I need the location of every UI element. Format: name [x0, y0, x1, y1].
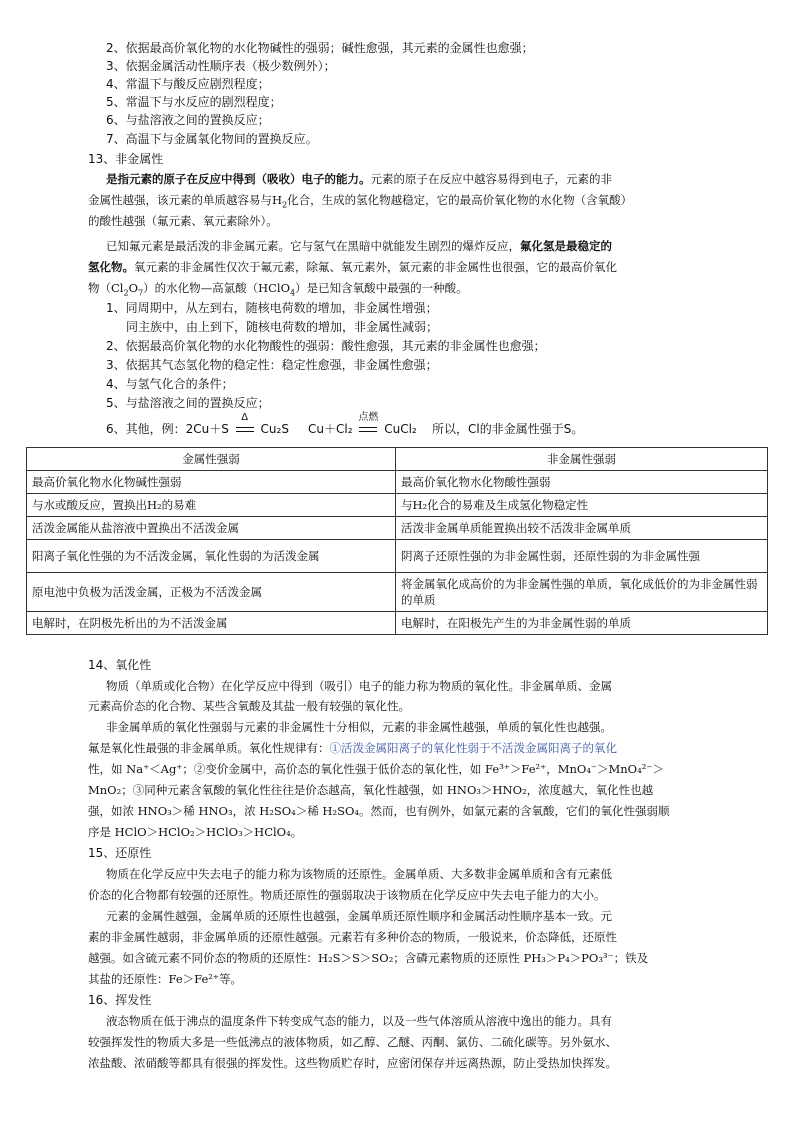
section-14-heading: 14、氧化性: [88, 658, 152, 672]
s15-line4: 素的非金属性越弱，非金属单质的还原性越强。元素若有多种价态的物质，一般说来，价态降低，还原性: [88, 930, 617, 944]
section-13-heading: 13、非金属性: [88, 152, 164, 166]
table-cell: 将金属氧化成高价的为非金属性强的单质，氧化成低价的为非金属性弱的单质: [396, 573, 768, 612]
comparison-table: [26, 447, 768, 635]
table-row: [27, 471, 768, 494]
nonmetal-rule-6: 6、其他，例：2Cu＋S Δ Cu₂S Cu＋Cl₂ 点燃 CuCl₂ 所以，Cl的非金属性强于S。: [106, 412, 584, 436]
s14-line8: 序是 HClO＞HClO₂＞HClO₃＞HClO₄。: [88, 825, 303, 839]
table-cell: 活泼金属能从盐溶液中置换出不活泼金属: [27, 517, 396, 540]
nonmetal-rule-2: 2、依据最高价氧化物的水化物酸性的强弱：酸性愈强，其元素的非金属性也愈强；: [106, 339, 546, 353]
table-header: 金属性强弱: [27, 448, 396, 471]
s16-line3: 浓盐酸、浓硝酸等都具有很强的挥发性。这些物质贮存时，应密闭保存并远离热源，防止受热加快挥发。: [88, 1056, 617, 1070]
table-cell: 活泼非金属单质能置换出较不活泼非金属单质: [396, 517, 768, 540]
table-cell: 电解时，在阴极先析出的为不活泼金属: [27, 612, 396, 635]
s15-line5: 越强。如含硫元素不同价态的物质的还原性：H₂S＞S＞SO₂；含磷元素物质的还原性 PH₃＞P₄＞PO₃³⁻；铁及: [88, 951, 649, 965]
nonmetal-rule-1b: 同主族中，由上到下，随核电荷数的增加，非金属性减弱；: [126, 320, 439, 334]
s15-line6: 其盐的还原性：Fe＞Fe²⁺等。: [88, 972, 242, 986]
metal-rule-2: 2、依据最高价氧化物的水化物碱性的强弱；碱性愈强，其元素的金属性也愈强；: [106, 41, 534, 55]
reaction-condition-heat: Δ: [233, 421, 257, 438]
s15-line1: 物质在化学反应中失去电子的能力称为该物质的还原性。金属单质、大多数非金属单质和含有元素低: [106, 867, 612, 881]
table-header-row: [27, 448, 768, 471]
s14-line2: 元素高价态的化合物、某些含氧酸及其盐一般有较强的氧化性。: [88, 699, 410, 713]
s15-line3: 元素的金属性越强，金属单质的还原性也越强，金属单质还原性顺序和金属活动性顺序基本一致。元: [106, 909, 612, 923]
table-row: [27, 540, 768, 573]
table-cell: 阴离子还原性强的为非金属性弱，还原性弱的为非金属性强: [396, 540, 768, 573]
s13-p1-line1: 是指元素的原子在反应中得到（吸收）电子的能力。元素的原子在反应中越容易得到电子，元素的非: [106, 172, 612, 186]
metal-rule-4: 4、常温下与酸反应剧烈程度；: [106, 77, 270, 91]
s13-p2-line2: 氢化物。氧元素的非金属性仅次于氟元素，除氟、氧元素外，氯元素的非金属性也很强，它的最高价氧化: [88, 260, 617, 274]
table-row: [27, 494, 768, 517]
nonmetal-rule-1: 1、同周期中，从左到右，随核电荷数的增加，非金属性增强；: [106, 301, 438, 315]
nonmetal-rule-3: 3、依据其气态氢化物的稳定性：稳定性愈强，非金属性愈强；: [106, 358, 438, 372]
s14-line7: 强，如浓 HNO₃＞稀 HNO₃，浓 H₂SO₄＞稀 H₂SO₄。然而，也有例外，如氯元素的含氧酸，它们的氧化性强弱顺: [88, 804, 670, 818]
section-16-heading: 16、挥发性: [88, 993, 152, 1007]
table-cell: 最高价氧化物水化物酸性强弱: [396, 471, 768, 494]
nonmetal-rule-5: 5、与盐溶液之间的置换反应；: [106, 396, 270, 410]
s14-line6: MnO₂；③同种元素含氧酸的氧化性往往是价态越高，氧化性越强，如 HNO₃＞HNO₂，浓度越大，氧化性也越: [88, 783, 654, 797]
table-cell: 电解时，在阳极先产生的为非金属性弱的单质: [396, 612, 768, 635]
s16-line2: 较强挥发性的物质大多是一些低沸点的液体物质，如乙醇、乙醚、丙酮、氯仿、二硫化碳等。另外氨水、: [88, 1035, 617, 1049]
table-row: [27, 517, 768, 540]
s16-line1: 液态物质在低于沸点的温度条件下转变成气态的能力，以及一些气体溶质从溶液中逸出的能力。具有: [106, 1014, 612, 1028]
table-row: [27, 612, 768, 635]
table-cell: 与水或酸反应，置换出H₂的易难: [27, 494, 396, 517]
s14-line5: 性，如 Na⁺＜Ag⁺；②变价金属中，高价态的氧化性强于低价态的氧化性，如 Fe³⁺＞Fe²⁺，MnO₄⁻＞MnO₄²⁻＞: [88, 762, 664, 776]
s14-line3: 非金属单质的氧化性强弱与元素的非金属性十分相似，元素的非金属性越强，单质的氧化性也越强。: [106, 720, 612, 734]
metal-rule-5: 5、常温下与水反应的剧烈程度；: [106, 95, 282, 109]
s15-line2: 价态的化合物都有较强的还原性。物质还原性的强弱取决于该物质在化学反应中失去电子能力的大小。: [88, 888, 606, 902]
table-cell: 与H₂化合的易难及生成氢化物稳定性: [396, 494, 768, 517]
table-cell: 阳离子氧化性强的为不活泼金属，氧化性弱的为活泼金属: [27, 540, 396, 573]
s14-line1: 物质（单质或化合物）在化学反应中得到（吸引）电子的能力称为物质的氧化性。非金属单质、金属: [106, 679, 612, 693]
s13-p2-line3: 物$(Cl_2O_7)$的水化物—高氯酸（HClO$_4$）是已知含氧酸中最强的一种酸。: [88, 281, 468, 298]
s13-p2-line1: 已知氟元素是最活泼的非金属元素。它与氢气在黑暗中就能发生剧烈的爆炸反应，氟化氢是最稳定的: [106, 239, 612, 253]
nonmetal-rule-4: 4、与氢气化合的条件；: [106, 377, 234, 391]
s13-p1-line3: 的酸性越强（氟元素、氧元素除外）。: [88, 214, 278, 228]
table-row: [27, 573, 768, 612]
table-header: 非金属性强弱: [396, 448, 768, 471]
section-15-heading: 15、还原性: [88, 846, 152, 860]
s14-line4: 氟是氧化性最强的非金属单质。氧化性规律有：①活泼金属阳离子的氧化性弱于不活泼金属阳离子的氧化: [88, 741, 617, 755]
metal-rule-6: 6、与盐溶液之间的置换反应；: [106, 113, 270, 127]
table-cell: 最高价氧化物水化物碱性强弱: [27, 471, 396, 494]
metal-rule-3: 3、依据金属活动性顺序表（极少数例外）；: [106, 59, 336, 73]
metal-rule-7: 7、高温下与金属氧化物间的置换反应。: [106, 132, 318, 146]
reaction-condition-ignite: 点燃: [356, 421, 380, 438]
table-cell: 原电池中负极为活泼金属，正极为不活泼金属: [27, 573, 396, 612]
s13-p1-line2: 金属性越强，该元素的单质越容易与$H_2$化合，生成的氢化物越稳定，它的最高价氧化物的水化物（含氧酸）: [88, 193, 633, 210]
